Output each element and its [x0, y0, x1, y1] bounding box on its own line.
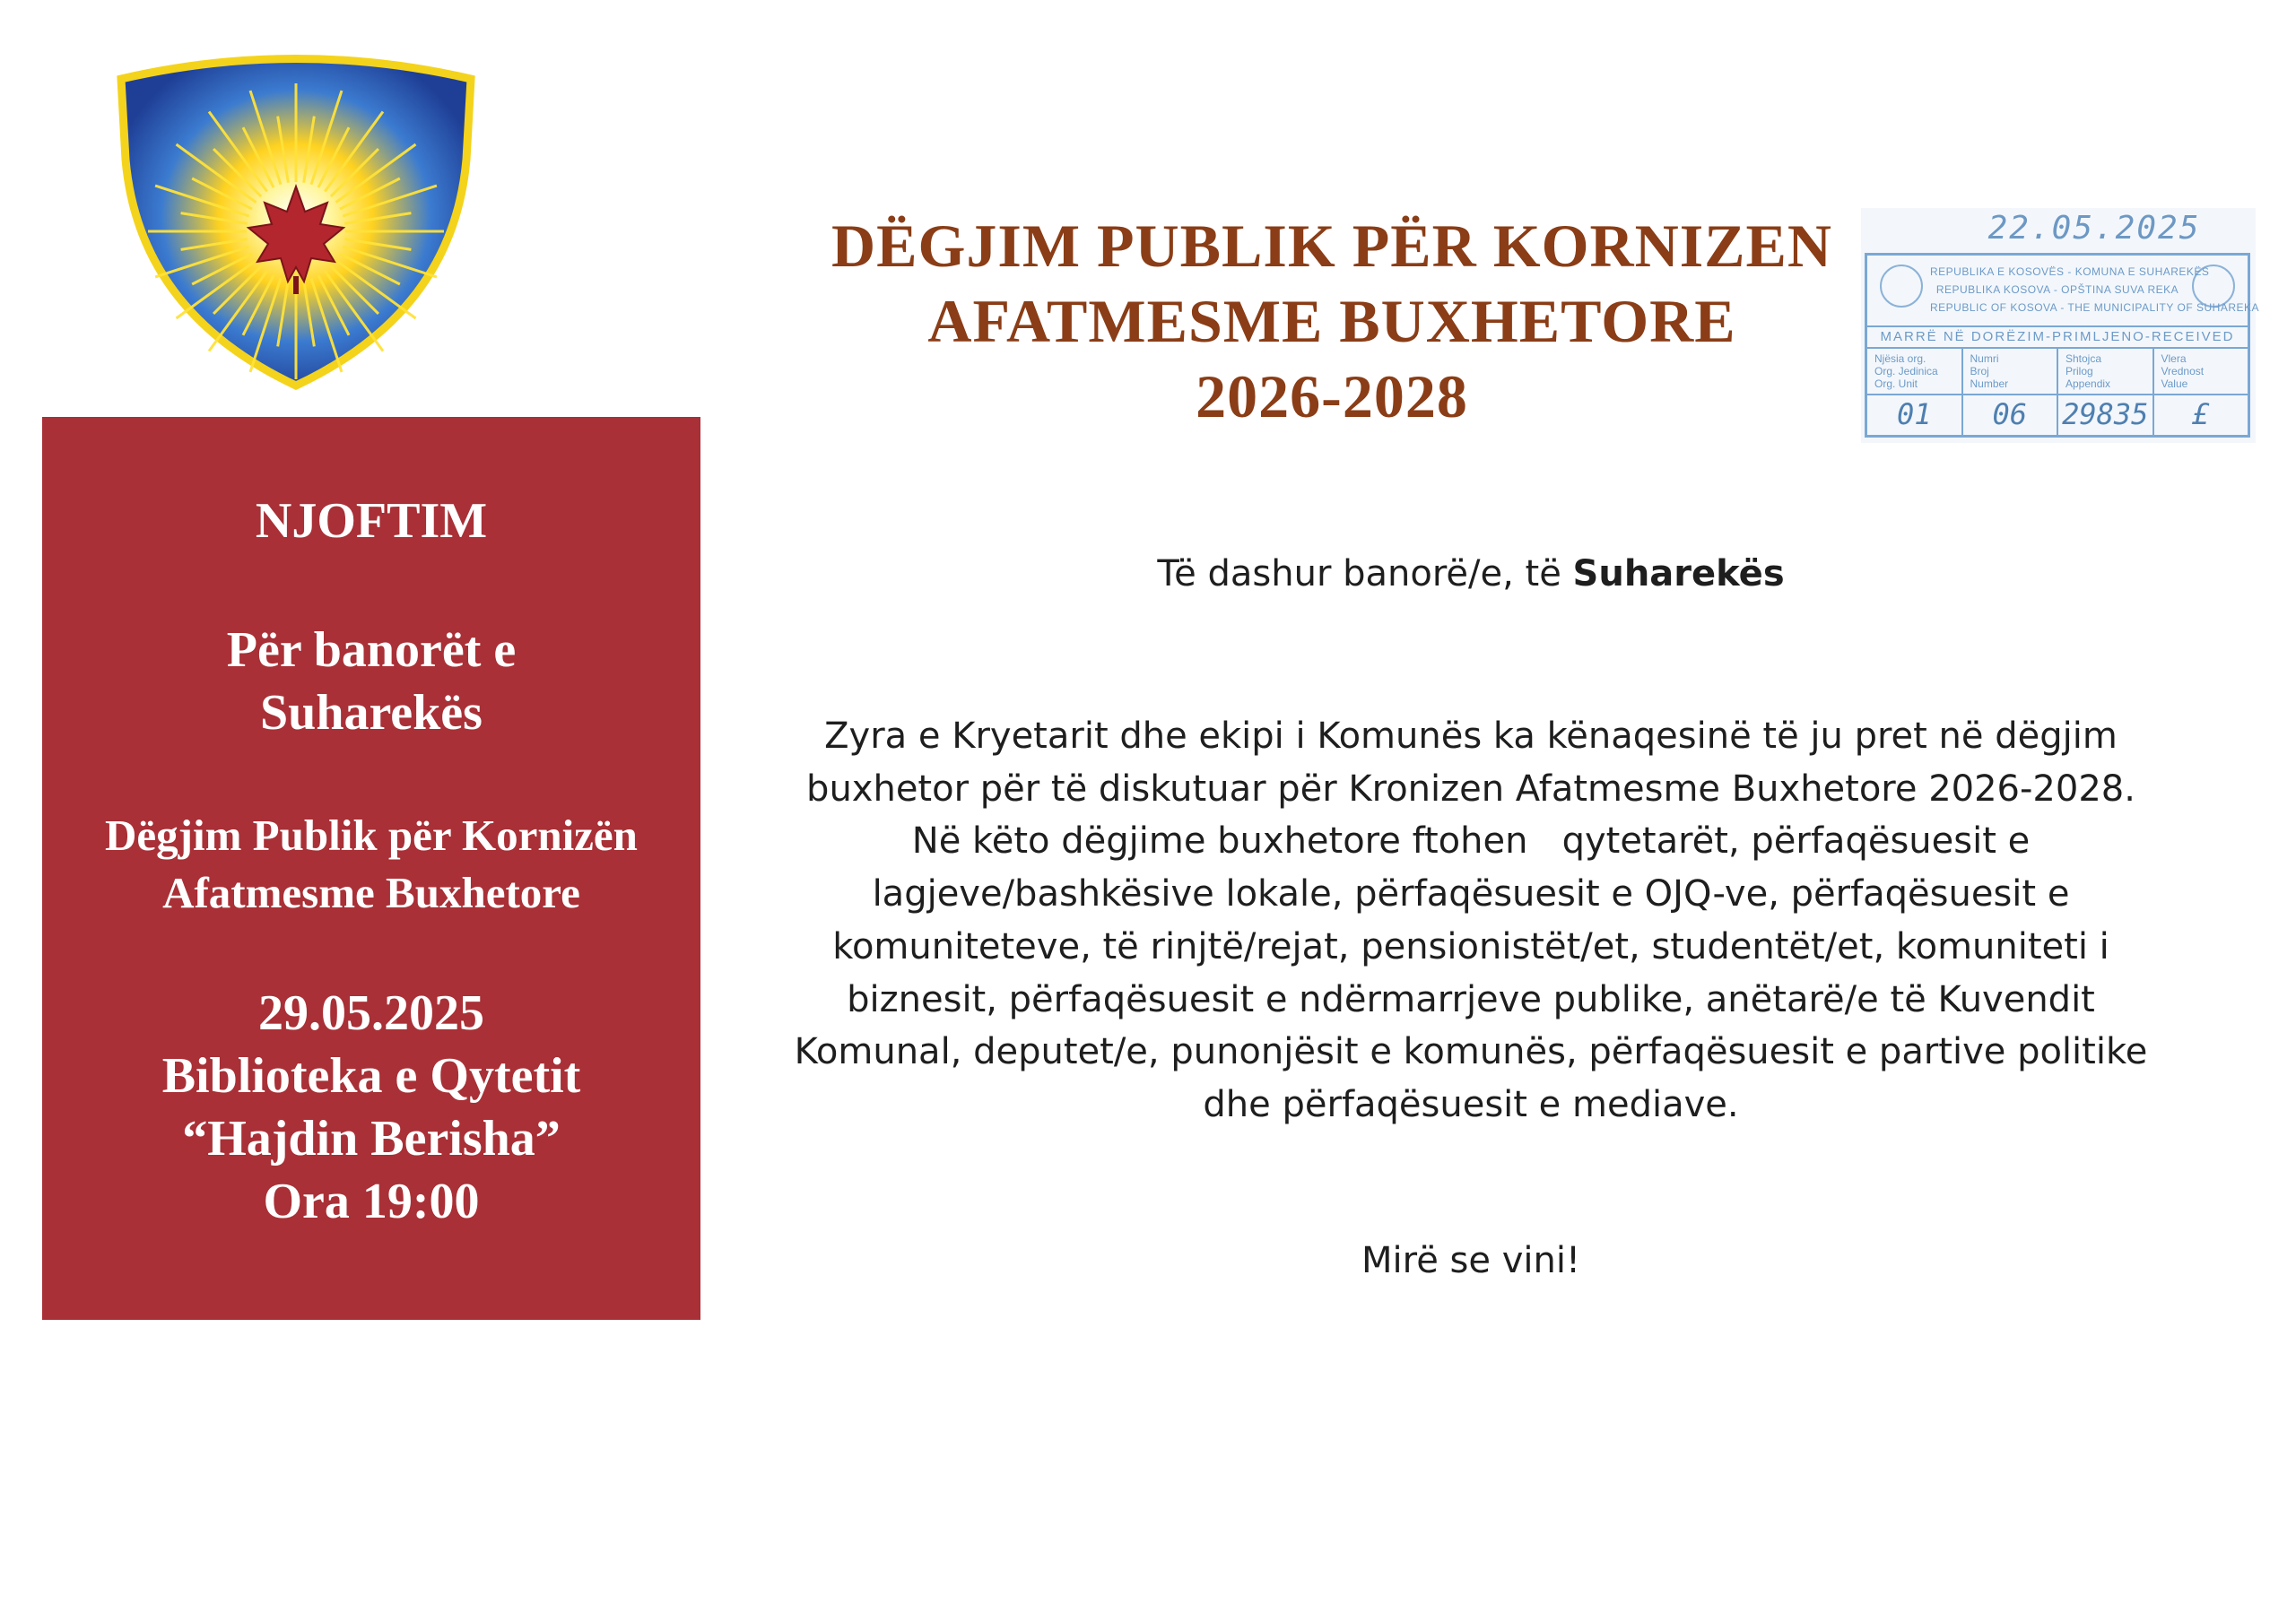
- paragraph-line: lagjeve/bashkësive lokale, përfaqësuesit e OJQ-ve, përfaqësuesit e: [872, 873, 2070, 915]
- notice-audience-line: Për banorët e: [226, 622, 517, 678]
- notice-venue-line: Biblioteka e Qytetit: [161, 1048, 581, 1104]
- title-line: AFATMESME BUXHETORE: [927, 287, 1736, 355]
- seal-icon: [1880, 265, 1923, 308]
- stamp-columns: [1867, 347, 2248, 435]
- greeting-prefix: Të dashur banorë/e, të: [1157, 553, 1573, 594]
- stamp-header-line: REPUBLIKA E KOSOVËS - KOMUNA E SUHAREKËS: [1930, 265, 2210, 278]
- paragraph-line: dhe përfaqësuesit e mediave.: [1203, 1083, 1739, 1125]
- stamp-column-label: Shtojca Prilog Appendix: [2066, 352, 2111, 390]
- stamp-column-label: Njësia org. Org. Jedinica Org. Unit: [1874, 352, 1938, 390]
- stamp-column-value: £: [2154, 394, 2248, 431]
- paragraph-line: Komunal, deputet/e, punonjësit e komunës, përfaqësuesit e partive politike: [794, 1031, 2148, 1073]
- stamp-column: [1963, 347, 2059, 435]
- title-line: 2026-2028: [1196, 362, 1468, 430]
- stamp-received-label: MARRË NË DORËZIM-PRIMLJENO-RECEIVED: [1867, 325, 2248, 349]
- paragraph-line: biznesit, përfaqësuesit e ndërmarrjeve publike, anëtarë/e të Kuvendit: [847, 978, 2095, 1020]
- received-stamp: [1861, 208, 2260, 443]
- notice-details: [42, 982, 700, 1233]
- stamp-column: [2154, 347, 2248, 435]
- stamp-column: [2058, 347, 2154, 435]
- stamp-box: [1865, 253, 2260, 438]
- notice-event-line: Afatmesme Buxhetore: [162, 868, 580, 917]
- notice-panel: [42, 417, 700, 1320]
- paragraph-line: buxhetor për të diskutuar për Kronizen Afatmesme Buxhetore 2026-2028.: [806, 768, 2135, 810]
- notice-audience-line: Suharekës: [260, 685, 483, 741]
- notice-date: 29.05.2025: [258, 985, 484, 1041]
- stamp-date: 22.05.2025: [1987, 210, 2201, 247]
- stamp-column-label: Vlera Vrednost Value: [2161, 352, 2205, 390]
- notice-title: NJOFTIM: [255, 493, 488, 549]
- stamp-column: [1867, 347, 1963, 435]
- stamp-column-label: Numri Broj Number: [1970, 352, 2009, 390]
- stamp-column-value: 29835: [2058, 394, 2152, 431]
- closing-line: Mirë se vini!: [1361, 1240, 1580, 1281]
- paragraph-line: Në këto dëgjime buxhetore ftohen qytetarët, përfaqësuesit e: [911, 820, 2031, 863]
- stamp-column-value: 06: [1963, 394, 2057, 431]
- municipality-crest: [112, 52, 480, 393]
- paragraph-line: komuniteteve, të rinjtë/rejat, pensionistët/et, studentët/et, komuniteti i: [832, 925, 2109, 967]
- notice-time: Ora 19:00: [263, 1174, 480, 1229]
- maple-leaf-sunburst-shield-icon: [112, 52, 480, 393]
- notice-audience: [42, 619, 700, 744]
- greeting-place: Suharekës: [1572, 553, 1785, 594]
- title-line: DËGJIM PUBLIK PËR KORNIZEN: [831, 212, 1832, 280]
- stamp-header: [1930, 263, 2260, 317]
- document-title: [771, 208, 1892, 434]
- greeting: [951, 549, 1991, 599]
- notice-event-line: Dëgjim Publik për Kornizën: [105, 811, 638, 860]
- stamp-column-value: 01: [1867, 394, 1961, 431]
- paragraph-line: Zyra e Kryetarit dhe ekipi i Komunës ka kënaqesinë të ju pret në dëgjim: [824, 716, 2118, 757]
- notice-event: [42, 807, 700, 922]
- stamp-header-line: REPUBLIKA KOSOVA - OPŠTINA SUVA REKA: [1935, 283, 2179, 296]
- stamp-header-line: REPUBLIC OF KOSOVA - THE MUNICIPALITY OF SUHAREKA: [1930, 301, 2260, 314]
- invitation-paragraph: [731, 710, 2211, 1132]
- notice-venue-line: “Hajdin Berisha”: [182, 1111, 561, 1167]
